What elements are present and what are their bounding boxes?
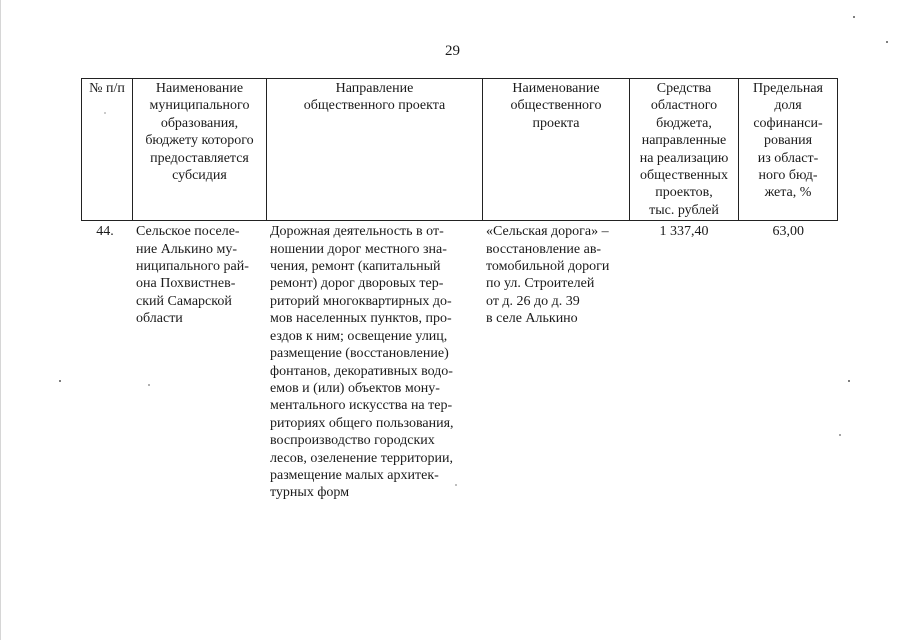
scan-speck	[839, 434, 841, 436]
text-line: областного	[650, 98, 718, 114]
text-line: общественного	[510, 98, 602, 114]
text-line: муниципального	[149, 98, 250, 114]
text-line: субсидия	[172, 168, 227, 184]
text-line: мов населенных пунктов, про-	[270, 311, 452, 327]
text-line: 1 337,40	[659, 224, 709, 240]
text-line: размещение (восстановление)	[270, 346, 449, 362]
text-line: ние Алькино му-	[136, 241, 237, 257]
text-line: турных форм	[270, 485, 350, 501]
text-line: ного бюд-	[758, 168, 818, 184]
text-line: ментального искусства на тер-	[270, 398, 453, 414]
text-line: образования,	[160, 115, 239, 131]
header-num	[82, 79, 133, 221]
cell-share	[739, 221, 838, 502]
scan-speck	[853, 16, 855, 18]
text-line: томобильной дороги	[486, 259, 610, 275]
text-line: риторий многоквартирных до-	[270, 293, 452, 309]
text-line: софинанси-	[753, 115, 823, 131]
header-municipality	[133, 79, 267, 221]
scan-speck	[104, 112, 106, 114]
text-line: тыс. рублей	[649, 202, 719, 218]
text-line: проекта	[532, 115, 580, 131]
text-line: Предельная	[753, 81, 823, 96]
text-line: восстановление ав-	[486, 241, 602, 257]
text-line: проектов,	[655, 185, 713, 201]
text-line: Направление	[335, 81, 414, 96]
text-line: в селе Алькино	[486, 311, 578, 327]
cell-municipality	[133, 221, 267, 502]
text-line: бюджету которого	[145, 133, 254, 149]
text-line: 63,00	[772, 224, 804, 240]
text-line: бюджета,	[656, 115, 712, 131]
text-line: Средства	[656, 81, 712, 96]
text-line: доля	[774, 98, 802, 114]
scan-speck	[455, 484, 457, 486]
cell-project	[483, 221, 630, 502]
header-funds	[630, 79, 739, 221]
text-line: Наименование	[155, 81, 244, 96]
text-line: Наименование	[512, 81, 600, 96]
text-line: Сельское поселе-	[136, 224, 240, 240]
text-line: жета, %	[764, 185, 812, 201]
text-line: от д. 26 до д. 39	[486, 293, 580, 309]
text-line: она Похвистнев-	[136, 276, 236, 292]
text-line: Дорожная деятельность в от-	[270, 224, 444, 240]
text-line: ниципального рай-	[136, 259, 249, 275]
header-project	[483, 79, 630, 221]
cell-funds	[630, 221, 739, 502]
page-number: 29	[445, 43, 460, 59]
text-line: рования	[763, 133, 813, 149]
text-line: емов и (или) объектов мону-	[270, 380, 440, 396]
text-line: ездов к ним; освещение улиц,	[270, 328, 448, 344]
subsidy-table	[81, 78, 838, 502]
text-line: ношении дорог местного зна-	[270, 241, 447, 257]
scan-speck	[59, 380, 61, 382]
text-line: чения, ремонт (капитальный	[270, 259, 441, 275]
text-line: ремонт) дорог дворовых тер-	[270, 276, 444, 292]
text-line: «Сельская дорога» –	[486, 224, 609, 240]
text-line: общественных	[640, 168, 728, 184]
text-line: лесов, озеленение территории,	[270, 450, 453, 466]
text-line: риториях общего пользования,	[270, 415, 454, 431]
scan-speck	[848, 380, 850, 382]
scan-speck	[148, 384, 150, 386]
text-line: воспроизводство городских	[270, 433, 435, 449]
text-line: направленные	[641, 133, 727, 149]
table-row	[82, 221, 838, 502]
text-line: общественного проекта	[303, 98, 446, 114]
scan-edge	[0, 0, 1, 640]
text-line: 44.	[96, 224, 114, 240]
text-line: на реализацию	[639, 150, 729, 166]
cell-num	[82, 221, 133, 502]
cell-direction	[267, 221, 483, 502]
header-share	[739, 79, 838, 221]
header-direction	[267, 79, 483, 221]
text-line: размещение малых архитек-	[270, 467, 439, 483]
scan-speck	[886, 41, 888, 43]
text-line: ский Самарской	[136, 293, 232, 309]
text-line: области	[136, 311, 183, 327]
table-header-row	[82, 79, 838, 221]
text-line: фонтанов, декоративных водо-	[270, 363, 453, 379]
text-line: из област-	[757, 150, 819, 166]
text-line: предоставляется	[150, 150, 249, 166]
text-line: № п/п	[89, 81, 125, 96]
text-line: по ул. Строителей	[486, 276, 595, 292]
